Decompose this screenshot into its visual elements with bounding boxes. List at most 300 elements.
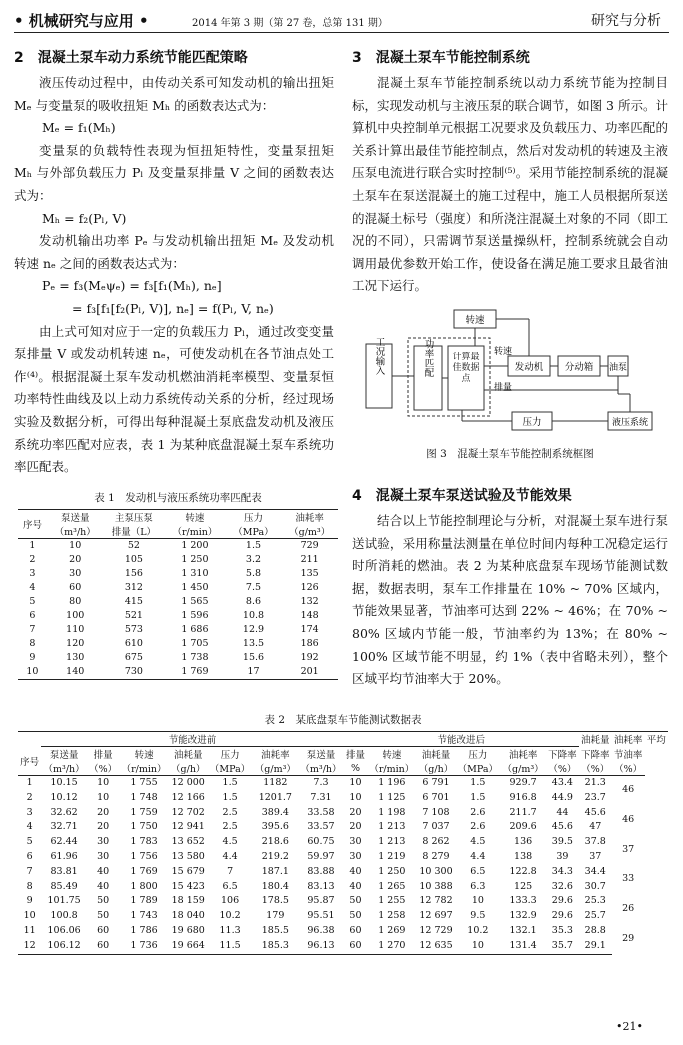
figure-3-caption: 图 3 混凝土泵车节能控制系统框图 — [426, 448, 594, 460]
table-cell: 45.6 — [584, 806, 606, 818]
table-cell: 20 — [69, 554, 82, 565]
table-cell: 15 679 — [171, 865, 205, 877]
diagram-match-label: 功率匹配 — [422, 339, 434, 377]
table-cell: 125 — [514, 880, 533, 892]
table-cell: 1 258 — [378, 910, 406, 922]
table-cell: 10.2 — [467, 924, 489, 936]
table-cell: 133.3 — [509, 895, 537, 907]
table-cell: 929.7 — [509, 777, 537, 788]
table-cell: 1 756 — [130, 850, 158, 862]
table-cell: 148 — [300, 610, 319, 621]
table-row — [18, 894, 668, 909]
table-cell: 25.3 — [584, 895, 606, 907]
table-cell: 729 — [300, 540, 319, 551]
table-cell: 6 — [26, 850, 33, 862]
table-header: 油耗率 — [281, 510, 338, 525]
table-cell: 105 — [124, 554, 143, 565]
table-cell: 1 565 — [181, 596, 209, 607]
equation-1: Mₑ = f₁(Mₕ) — [42, 120, 116, 136]
table-cell: 1 219 — [378, 850, 406, 862]
table-cell: 28.8 — [584, 924, 606, 936]
section-4-heading: 4 混凝土泵车泵送试验及节能效果 — [352, 488, 572, 504]
table-cell: 6 — [29, 610, 36, 621]
table-cell: 1 270 — [367, 939, 416, 954]
table-cell: 1 789 — [130, 895, 158, 907]
table-cell: 20 — [97, 806, 110, 818]
table-cell: 17 — [226, 665, 282, 680]
table-cell: 174 — [300, 624, 319, 635]
section-name: 研究与分析 — [591, 13, 661, 29]
table-cell: 50 — [349, 910, 362, 922]
table-1 — [18, 490, 338, 680]
table-cell: 7.31 — [310, 791, 332, 803]
table-unit: （MPa） — [226, 524, 282, 539]
table-header: 转速 — [382, 750, 402, 761]
table-cell: 12.9 — [242, 624, 265, 635]
average-cell: 46 — [622, 784, 635, 796]
table-cell: 10 — [18, 665, 47, 680]
table-cell: 1 750 — [130, 821, 158, 833]
table-cell: 19 664 — [169, 939, 208, 954]
table-cell: 35.3 — [551, 924, 573, 936]
table-cell: 11.5 — [208, 939, 253, 954]
diagram-pump-label: 油泵 — [608, 363, 628, 373]
table-cell: 3.2 — [245, 554, 262, 565]
average-cell: 46 — [622, 813, 635, 825]
table-cell: 83.13 — [307, 880, 335, 892]
table-cell: 60.75 — [307, 836, 335, 848]
table-cell: 1 — [26, 777, 33, 788]
table-cell: 4 — [29, 582, 36, 593]
table-cell: 10.2 — [219, 910, 241, 922]
table-cell: 32.71 — [50, 821, 78, 833]
table-cell: 1 196 — [378, 777, 406, 788]
table-cell: 10 300 — [419, 865, 453, 877]
journal-title: • 机械研究与应用 • — [14, 12, 149, 30]
table-unit: （g/m³） — [281, 524, 338, 539]
table-cell: 1 769 — [164, 665, 225, 680]
table-cell: 8 279 — [422, 850, 450, 862]
table-cell: 8 — [26, 880, 33, 892]
table-cell: 7 037 — [422, 821, 450, 833]
table-cell: 2 — [26, 791, 33, 803]
table-row — [18, 539, 338, 554]
equation-4: = f₃[f₁[f₂(Pₗ, V)], nₑ] = f(Pₗ, V, nₑ) — [72, 300, 274, 316]
table-cell: 7 108 — [422, 806, 450, 818]
page-number: •21• — [616, 1020, 643, 1033]
col-avg: 平均 — [645, 732, 668, 747]
table-cell: 1 250 — [378, 865, 406, 877]
table-cell: 132.1 — [509, 924, 537, 936]
table-cell: 29.6 — [551, 895, 573, 907]
table-cell: 106.12 — [41, 939, 87, 954]
table-cell: 50 — [97, 910, 110, 922]
table-cell: 573 — [124, 624, 143, 635]
table-cell: 1 250 — [181, 554, 209, 565]
table-header: 下降率 — [548, 750, 577, 761]
table-cell: 32.62 — [50, 806, 78, 818]
table-cell: 179 — [266, 910, 285, 922]
table-row — [18, 637, 338, 651]
table-cell: 675 — [124, 652, 143, 663]
table-cell: 521 — [124, 610, 143, 621]
col-savings: 油耗量 — [579, 732, 612, 747]
table-cell: 32.6 — [551, 880, 573, 892]
table-cell: 13 580 — [171, 850, 205, 862]
table-cell: 47 — [589, 821, 602, 833]
table-cell: 1.5 — [470, 777, 486, 788]
average-cell: 29 — [622, 932, 635, 944]
table-cell: 35.7 — [546, 939, 579, 954]
table-cell: 8 — [29, 638, 36, 649]
table-cell: 15 423 — [171, 880, 205, 892]
table-cell: 12 941 — [171, 821, 205, 833]
table-row — [18, 865, 668, 880]
section-3-heading: 3 混凝土泵车节能控制系统 — [352, 50, 530, 66]
table-header: 油耗率 — [508, 750, 538, 761]
table-cell: 2.5 — [222, 806, 238, 818]
table-cell: 5 — [29, 596, 36, 607]
table-2 — [18, 712, 668, 955]
diagram-engine-label: 发动机 — [514, 362, 544, 373]
table-cell: 122.8 — [509, 865, 537, 877]
table-header: 序号 — [18, 510, 47, 539]
table-unit: （%） — [87, 761, 119, 776]
average-cell: 37 — [622, 843, 635, 855]
table-cell: 60 — [344, 939, 367, 954]
table-cell: 12 — [18, 939, 41, 954]
table-cell: 7 — [227, 865, 234, 877]
equation-2: Mₕ = f₂(Pₗ, V) — [42, 210, 127, 226]
table-cell: 7 — [29, 624, 36, 635]
table-header: 序号 — [18, 747, 41, 776]
table-cell: 61.96 — [50, 850, 78, 862]
page-header — [14, 6, 669, 33]
table-cell: 1 213 — [378, 821, 406, 833]
table-cell: 610 — [124, 638, 143, 649]
group-after: 节能改进后 — [344, 732, 579, 747]
table-cell: 1 769 — [130, 865, 158, 877]
table-cell: 13 652 — [171, 836, 205, 848]
table-cell: 10 — [349, 791, 362, 803]
table-cell: 1 736 — [119, 939, 168, 954]
table-cell: 138 — [514, 850, 533, 862]
table-cell: 83.81 — [50, 865, 78, 877]
table-cell: 13.5 — [242, 638, 265, 649]
table-cell: 40 — [97, 880, 110, 892]
table-header: 转速 — [164, 510, 225, 525]
table-header: 压力 — [226, 510, 282, 525]
table-cell: 7 — [26, 865, 33, 877]
diagram-displacement-label: 排量 — [494, 383, 513, 393]
table-cell: 110 — [66, 624, 85, 635]
table-cell: 1 265 — [378, 880, 406, 892]
table-header: 排量 — [345, 750, 365, 761]
table-cell: 6.5 — [470, 865, 486, 877]
table-cell: 1 198 — [378, 806, 406, 818]
table-unit: （g/m³） — [500, 761, 546, 776]
table-cell: 5.8 — [245, 568, 262, 579]
diagram-speed-top: 转速 — [465, 315, 485, 326]
table-cell: 30.7 — [584, 880, 606, 892]
table-cell: 39 — [556, 850, 569, 862]
table-unit: （m³/h） — [298, 761, 344, 776]
table-cell: 11 — [23, 924, 36, 936]
table-row — [18, 791, 668, 806]
table-cell: 120 — [66, 638, 85, 649]
table-cell: 211.7 — [509, 806, 537, 818]
table-cell: 30 — [69, 568, 82, 579]
table-header: 压力 — [468, 750, 488, 761]
table-cell: 1.5 — [470, 791, 486, 803]
table-cell: 11.3 — [219, 924, 241, 936]
paragraph: 混凝土泵车节能控制系统以动力系统节能为控制目标，实现发动机与主液压泵的联合调节，如图 3 所示。计算机中央控制单元根据工况要求及负载压力、功率匹配的关系计算出最佳节能控制点，然后对发动机的转速及主液压泵电流进行联合实时控制⁽⁵⁾。采用节能控制系统的混凝土泵车在泵送混凝土的施工过程中，施工人员根据所泵送的混凝土标号（强度）和所浇注混凝土对象的不同（即工况的不同），只需调节泵送量操纵杆，控制系统就会自动调用最优参数开始工作，使设备在满足施工要求且最省油工况下运行。 — [352, 75, 668, 294]
table-cell: 10 — [23, 910, 36, 922]
table-row — [18, 651, 338, 665]
table-cell: 12 782 — [419, 895, 453, 907]
table-cell: 59.97 — [307, 850, 335, 862]
table-cell: 12 166 — [171, 791, 205, 803]
table-cell: 33.58 — [307, 806, 335, 818]
table-row — [18, 820, 668, 835]
table-cell: 3 — [26, 806, 33, 818]
table-cell: 1 255 — [378, 895, 406, 907]
table-cell: 4.4 — [222, 850, 238, 862]
table-cell: 10 — [69, 540, 82, 551]
table-row — [18, 567, 338, 581]
table-cell: 12 000 — [171, 777, 205, 788]
table-cell: 101.75 — [47, 895, 81, 907]
table-row — [18, 595, 338, 609]
table-header: 排量 — [93, 750, 113, 761]
paragraph: 结合以上节能控制理论与分析，对混凝土泵车进行泵送试验，采用称量法测量在单位时间内每种工况稳定运行时所消耗的燃油。表 2 为某种底盘泵车现场节能测试数据，数据表明，泵车工作排量在 10% ~ 70% 区域内，节能效果显著，节油率可达到 22% ~ 46%；在 70% ~ 80% 区域内节能一般，节油率约为 13%；在 80% ~ 100% 区域节能不明显，约 1%（表中省略未列），整个区域平均节油率大于 20%。 — [352, 513, 668, 687]
table-header: 油耗量 — [421, 750, 451, 761]
table-cell: 37 — [589, 850, 602, 862]
table-cell: 15.6 — [242, 652, 265, 663]
table-cell: 20 — [349, 806, 362, 818]
table-cell: 3 — [29, 568, 36, 579]
table-cell: 106.06 — [47, 924, 81, 936]
table-cell: 2.6 — [470, 806, 486, 818]
table-unit: （%） — [546, 761, 579, 776]
table-row — [18, 880, 668, 895]
table-cell: 1182 — [263, 777, 288, 788]
table-header: 泵送量 — [49, 750, 79, 761]
table-cell: 40 — [349, 880, 362, 892]
table-cell: 1 125 — [378, 791, 406, 803]
table-cell: 2 — [29, 554, 36, 565]
table-cell: 6.5 — [222, 880, 238, 892]
table-cell: 95.51 — [307, 910, 335, 922]
table-cell: 52 — [127, 540, 140, 551]
table-unit: （m³/h） — [41, 761, 87, 776]
table-cell: 209.6 — [509, 821, 537, 833]
table-cell: 6.3 — [470, 880, 486, 892]
table-cell: 192 — [300, 652, 319, 663]
average-cell: 33 — [622, 873, 635, 885]
table-header: 下降率 — [581, 749, 610, 761]
table-unit: （g/h） — [169, 761, 208, 776]
diagram-hydraulic-label: 液压系统 — [611, 418, 649, 428]
table-unit: 排量（L） — [104, 524, 165, 539]
col-rate: 油耗率 — [612, 732, 645, 747]
diagram-pressure-label: 压力 — [522, 417, 542, 428]
table-cell: 43.4 — [551, 777, 573, 788]
table-unit: （m³/h） — [47, 524, 104, 539]
table-row — [18, 850, 668, 865]
table-cell: 186 — [300, 638, 319, 649]
table-header: 油耗率 — [261, 750, 290, 761]
table-cell: 1.5 — [245, 540, 262, 551]
control-system-diagram — [362, 304, 662, 444]
table-row — [18, 609, 338, 623]
table-cell: 19 680 — [171, 924, 205, 936]
section-2-heading: 2 混凝土泵车动力系统节能匹配策略 — [14, 50, 248, 66]
table-cell: 100.8 — [50, 910, 78, 922]
table-cell: 18 040 — [171, 910, 205, 922]
table-header: 油耗量 — [173, 750, 203, 761]
table-cell: 12 635 — [417, 939, 456, 954]
diagram-input-label: 工况输入 — [373, 337, 385, 375]
table-cell: 40 — [97, 865, 110, 877]
table-cell: 50 — [349, 895, 362, 907]
table-cell: 50 — [97, 895, 110, 907]
table-cell: 39.5 — [551, 836, 573, 848]
table-cell: 30 — [349, 850, 362, 862]
table-cell: 29.1 — [579, 939, 612, 954]
table-cell: 60 — [69, 582, 82, 593]
table-cell: 12 702 — [171, 806, 205, 818]
table-unit: （%） — [612, 761, 645, 776]
table-cell: 4.4 — [470, 850, 486, 862]
table-cell: 60 — [97, 924, 110, 936]
table-row — [18, 939, 668, 954]
table-row — [18, 665, 338, 680]
diagram-gearbox-label: 分动箱 — [564, 362, 594, 373]
table-cell: 6 701 — [422, 791, 450, 803]
table-cell: 1 686 — [181, 624, 209, 635]
table-unit: （r/min） — [367, 761, 416, 776]
table-cell: 20 — [97, 821, 110, 833]
table-cell: 730 — [104, 665, 165, 680]
table-cell: 30 — [97, 836, 110, 848]
table-2-caption: 表 2 某底盘泵车节能测试数据表 — [264, 714, 422, 726]
table-cell: 20 — [349, 821, 362, 833]
table-cell: 33.57 — [307, 821, 335, 833]
table-cell: 1 800 — [130, 880, 158, 892]
table-cell: 8.6 — [245, 596, 262, 607]
average-cell: 26 — [622, 902, 635, 914]
table-cell: 312 — [124, 582, 143, 593]
table-cell: 180.4 — [261, 880, 289, 892]
table-cell: 136 — [514, 836, 533, 848]
table-cell: 415 — [124, 596, 143, 607]
table-cell: 83.88 — [307, 865, 335, 877]
table-cell: 1 748 — [130, 791, 158, 803]
table-cell: 9 — [26, 895, 33, 907]
table-unit: （%） — [579, 761, 612, 776]
table-cell: 10 — [349, 777, 362, 788]
table-cell: 1 738 — [181, 652, 209, 663]
table-cell: 37.8 — [584, 836, 606, 848]
table-cell: 6 791 — [422, 777, 450, 788]
diagram-speed-label: 转速 — [494, 347, 513, 357]
table-cell: 80 — [69, 596, 82, 607]
table-cell: 18 159 — [171, 895, 205, 907]
paragraph: 由上式可知对应于一定的负载压力 Pₗ，通过改变变量泵排量 V 或发动机转速 nₑ，可使发动机在各节油点处工作⁽⁴⁾。根据混凝土泵车发动机燃油消耗率模型、变量泵恒功率特性曲线及以上动力系统传动关系的分析，经过现场实验及数据分析，可得出每种混凝土泵底盘发动机及液压系统功率匹配对应表，表 1 为某种底盘混凝土泵车系统功率匹配表。 — [14, 323, 334, 475]
table-cell: 395.6 — [261, 821, 289, 833]
table-cell: 1 213 — [378, 836, 406, 848]
table-cell: 60 — [87, 939, 119, 954]
table-cell: 211 — [300, 554, 319, 565]
table-cell: 10 — [97, 777, 110, 788]
table-cell: 8 262 — [422, 836, 450, 848]
table-cell: 96.13 — [298, 939, 344, 954]
table-cell: 9.5 — [470, 910, 486, 922]
table-cell: 106 — [221, 895, 240, 907]
table-cell: 5 — [26, 836, 33, 848]
table-cell: 34.3 — [551, 865, 573, 877]
table-cell: 1 786 — [130, 924, 158, 936]
table-cell: 96.38 — [307, 924, 335, 936]
table-cell: 9 — [29, 652, 36, 663]
table-cell: 10.15 — [50, 777, 78, 788]
table-cell: 62.44 — [50, 836, 78, 848]
table-cell: 1 310 — [181, 568, 209, 579]
table-cell: 1.5 — [222, 791, 238, 803]
table-unit: （g/h） — [417, 761, 456, 776]
table-cell: 95.87 — [307, 895, 335, 907]
table-cell: 131.4 — [500, 939, 546, 954]
table-row — [18, 623, 338, 637]
table-cell: 10 388 — [419, 880, 453, 892]
table-row — [18, 776, 668, 791]
issue-info: 2014 年第 3 期（第 27 卷，总第 131 期） — [192, 18, 388, 29]
table-cell: 44.9 — [551, 791, 573, 803]
table-cell: 132.9 — [509, 910, 537, 922]
table-row — [18, 581, 338, 595]
table-row — [18, 806, 668, 821]
table-header: 转速 — [134, 750, 154, 761]
table-cell: 4 — [26, 821, 33, 833]
table-cell: 4.5 — [222, 836, 238, 848]
table-cell: 85.49 — [50, 880, 78, 892]
table-cell: 156 — [124, 568, 143, 579]
paragraph: 发动机输出功率 Pₑ 与发动机输出扭矩 Mₑ 及发动机转速 nₑ 之间的函数表达式为： — [14, 233, 334, 271]
table-cell: 25.7 — [584, 910, 606, 922]
table-cell: 2.5 — [222, 821, 238, 833]
table-cell: 1 705 — [181, 638, 209, 649]
table-cell: 201 — [281, 665, 338, 680]
right-column-lower — [352, 484, 668, 691]
table-cell: 7.5 — [245, 582, 262, 593]
table-cell: 10 — [97, 791, 110, 803]
table-cell: 1 450 — [181, 582, 209, 593]
group-before: 节能改进前 — [41, 732, 344, 747]
table-cell: 60 — [349, 924, 362, 936]
table-cell: 132 — [300, 596, 319, 607]
table-row — [18, 835, 668, 850]
table-cell: 30 — [349, 836, 362, 848]
table-cell: 23.7 — [584, 791, 606, 803]
table-unit: （g/m³） — [253, 761, 299, 776]
table-cell: 389.4 — [261, 806, 289, 818]
table-cell: 916.8 — [509, 791, 537, 803]
table-cell: 21.3 — [584, 777, 606, 788]
table-cell: 1 759 — [130, 806, 158, 818]
table-1-caption: 表 1 发动机与液压系统功率匹配表 — [94, 492, 262, 504]
table-cell: 1 783 — [130, 836, 158, 848]
